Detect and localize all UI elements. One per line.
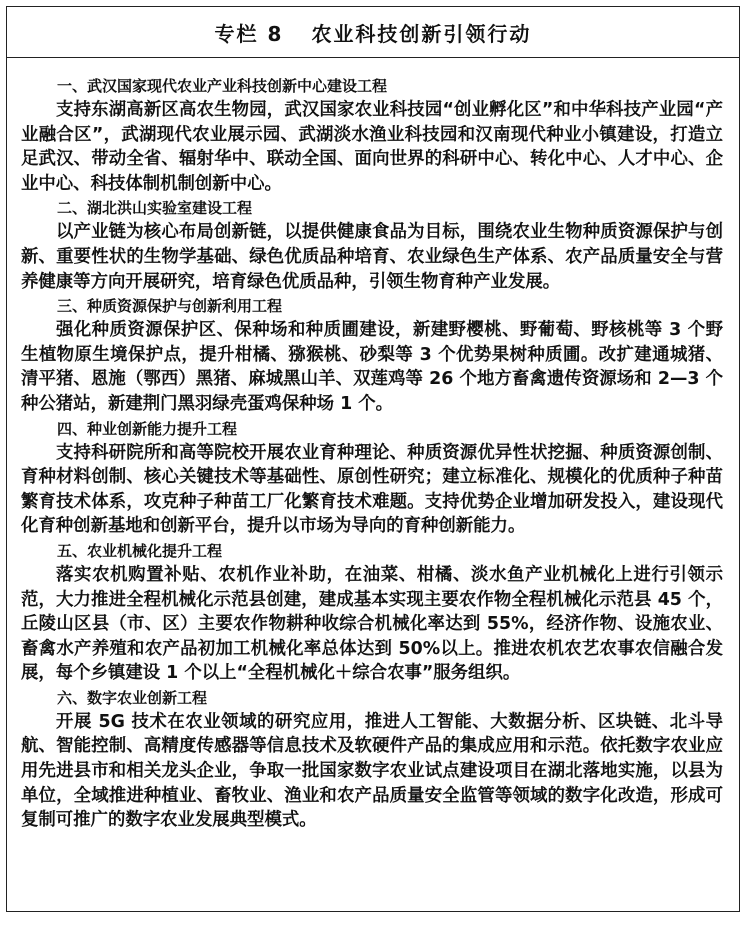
column-label: 专栏 8 — [214, 21, 284, 46]
section-2 — [21, 196, 723, 294]
section-body: 落实农机购置补贴、农机作业补助，在油菜、柑橘、淡水鱼产业机械化上进行引领示范，大力推进全程机械化示范县创建，建成基本实现主要农作物全程机械化示范县 45 个，丘陵山区县（市、区）主要农作物耕种收综合机械化率达到 55%，经济作物、设施农业、畜禽水产养殖和农产品初加工机械化率总体达到 50%以上。推进农机农艺农事农信融合发展，每个乡镇建设 1 个以上“全程机械化＋综合农事”服务组织。 — [21, 564, 723, 684]
section-6 — [21, 686, 723, 833]
section-5 — [21, 539, 723, 686]
column-header — [7, 7, 739, 58]
section-body: 开展 5G 技术在农业领域的研究应用，推进人工智能、大数据分析、区块链、北斗导航、智能控制、高精度传感器等信息技术及软硬件产品的集成应用和示范。依托数字农业应用先进县市和相关龙头企业，争取一批国家数字农业试点建设项目在湖北落地实施，以县为单位，全域推进种植业、畜牧业、渔业和农产品质量安全监管等领域的数字化改造，形成可复制可推广的数字农业发展典型模式。 — [21, 711, 723, 831]
column-box — [6, 6, 740, 912]
section-3 — [21, 294, 723, 416]
column-title: 农业科技创新引领行动 — [311, 21, 532, 46]
section-heading: 六、数字农业创新工程 — [57, 688, 208, 707]
section-body: 支持科研院所和高等院校开展农业育种理论、种质资源优异性状挖掘、种质资源创制、育种材料创制、核心关键技术等基础性、原创性研究；建立标准化、规模化的优质种子种苗繁育技术体系，攻克种子种苗工厂化繁育技术难题。支持优势企业增加研发投入，建设现代化育种创新基地和创新平台，提升以市场为导向的育种创新能力。 — [21, 442, 723, 537]
section-1 — [21, 74, 723, 196]
column-content — [7, 58, 739, 833]
section-body: 支持东湖高新区高农生物园，武汉国家农业科技园“创业孵化区”和中华科技产业园“产业融合区”，武湖现代农业展示园、武湖淡水渔业科技园和汉南现代种业小镇建设，打造立足武汉、带动全省、辐射华中、联动全国、面向世界的科研中心、转化中心、人才中心、企业中心、科技体制机制创新中心。 — [21, 100, 723, 194]
section-4 — [21, 417, 723, 539]
section-heading: 一、武汉国家现代农业产业科技创新中心建设工程 — [57, 77, 388, 95]
section-body: 以产业链为核心布局创新链，以提供健康食品为目标，围绕农业生物种质资源保护与创新、重要性状的生物学基础、绿色优质品种培育、农业绿色生产体系、农产品质量安全与营养健康等方向开展研究，培育绿色优质品种，引领生物育种产业发展。 — [21, 222, 723, 292]
section-heading: 五、农业机械化提升工程 — [57, 541, 223, 560]
section-heading: 四、种业创新能力提升工程 — [57, 419, 238, 438]
section-heading: 二、湖北洪山实验室建设工程 — [57, 199, 253, 218]
section-heading: 三、种质资源保护与创新利用工程 — [57, 297, 283, 316]
section-body: 强化种质资源保护区、保种场和种质圃建设，新建野樱桃、野葡萄、野核桃等 3 个野生植物原生境保护点，提升柑橘、猕猴桃、砂梨等 3 个优势果树种质圃。改扩建通城猪、清平猪、恩施（鄂西）黑猪、麻城黑山羊、双莲鸡等 26 个地方畜禽遗传资源场和 2—3 个种公猪站，新建荆门黑羽绿壳蛋鸡保种场 1 个。 — [21, 320, 723, 414]
